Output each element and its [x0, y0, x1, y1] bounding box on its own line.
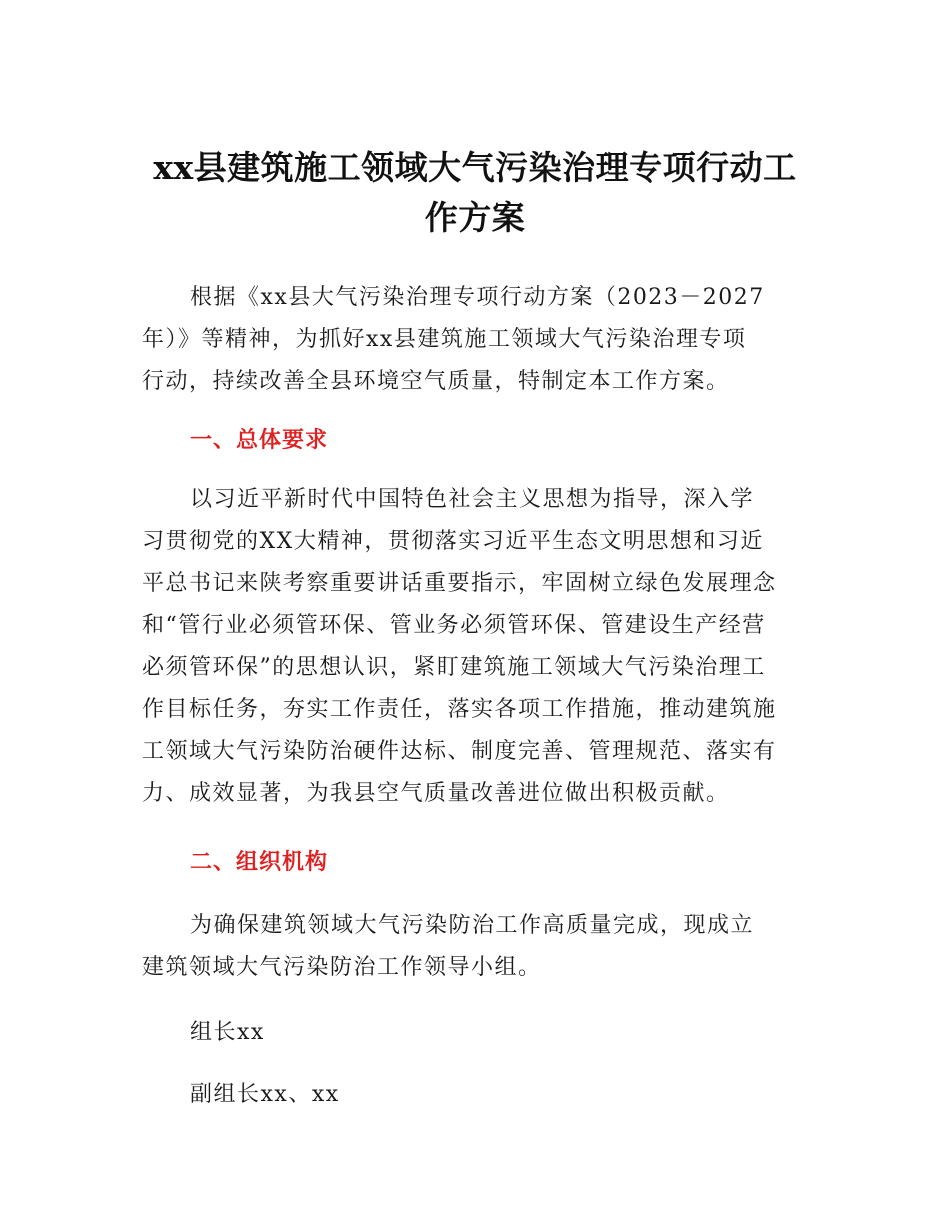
section-1-paragraph: [142, 479, 822, 815]
section-1-line-3: 平总书记来陕考察重要讲话重要指示，牢固树立绿色发展理念: [142, 571, 777, 596]
leader-line: 组长xx: [190, 1020, 265, 1045]
intro-line-1: 根据《xx县大气污染治理专项行动方案（2023－2027: [190, 285, 765, 310]
section-1-line-8: 力、成效显著，为我县空气质量改善进位做出积极贡献。: [142, 781, 730, 806]
intro-paragraph: [142, 277, 822, 403]
intro-line-2: 年）》等精神，为抓好xx县建筑施工领域大气污染治理专项: [142, 327, 747, 352]
section-2-paragraph: [142, 905, 822, 989]
section-1-line-1: 以习近平新时代中国特色社会主义思想为指导，深入学: [190, 487, 755, 512]
document-title-line-2: 作方案: [424, 198, 526, 237]
deputy-paragraph: [142, 1074, 822, 1116]
document-title-line-1: xx县建筑施工领域大气污染治理专项行动工: [153, 148, 797, 187]
leader-paragraph: [142, 1012, 822, 1054]
section-2-line-2: 建筑领域大气污染防治工作领导小组。: [142, 955, 542, 980]
section-1-line-7: 工领域大气污染防治硬件达标、制度完善、管理规范、落实有: [142, 739, 777, 764]
section-1-line-5: 必须管环保”的思想认识，紧盯建筑施工领域大气污染治理工: [142, 655, 766, 680]
section-1-line-4: 和“管行业必须管环保、管业务必须管环保、管建设生产经营: [142, 613, 766, 638]
section-1-line-2: 习贯彻党的XX大精神，贯彻落实习近平生态文明思想和习近: [142, 529, 764, 554]
section-2-heading: 二、组织机构: [190, 850, 329, 875]
section-2-line-1: 为确保建筑领域大气污染防治工作高质量完成，现成立: [190, 913, 755, 938]
deputy-line: 副组长xx、xx: [190, 1082, 340, 1107]
section-1-heading: 一、总体要求: [190, 428, 329, 453]
intro-line-3: 行动，持续改善全县环境空气质量，特制定本工作方案。: [142, 369, 730, 394]
section-1-line-6: 作目标任务，夯实工作责任，落实各项工作措施，推动建筑施: [142, 697, 777, 722]
